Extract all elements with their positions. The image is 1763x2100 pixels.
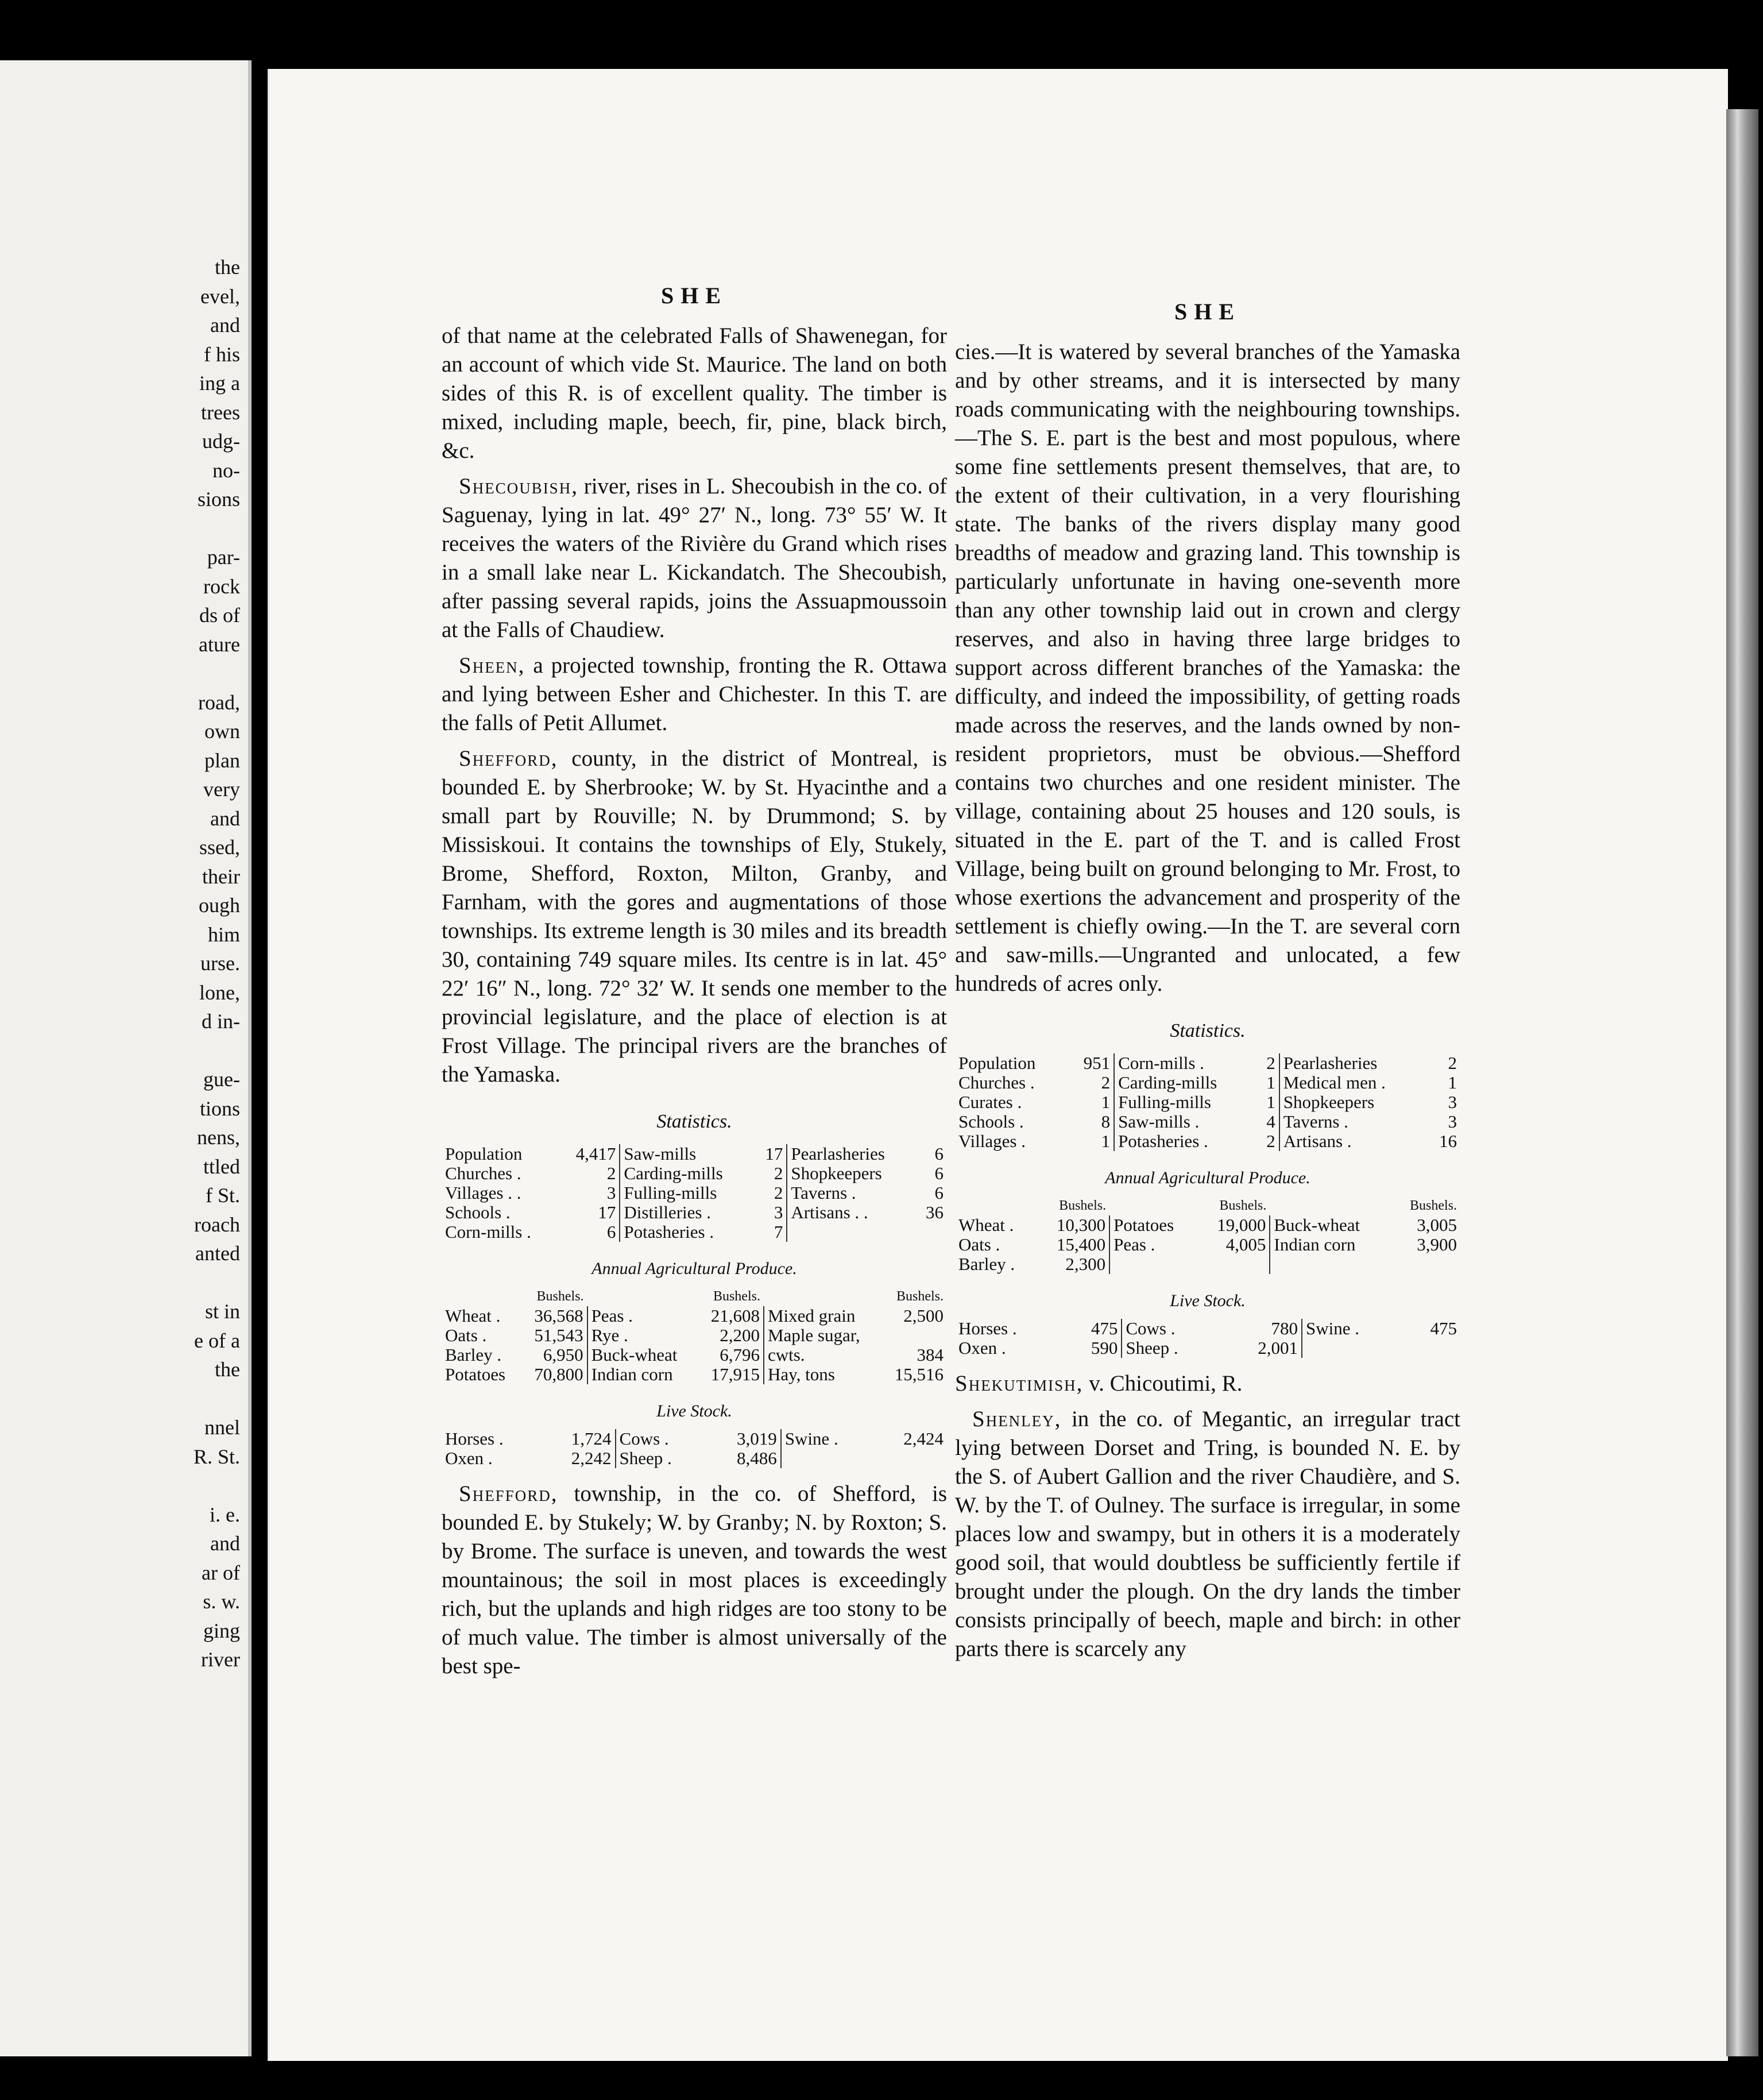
facing-page-line: river [201,1648,240,1671]
table-value: 15,516 [894,1364,944,1384]
facing-page-line: tions [199,1097,240,1120]
facing-page-line: st in [204,1300,240,1323]
table-label: Indian corn [591,1364,673,1384]
table-label [1109,1254,1197,1274]
facing-page-line: s. w. [203,1590,240,1613]
facing-page-line: the [215,256,240,279]
table-value: 3 [1448,1092,1457,1112]
table-value: 2 [1448,1053,1457,1073]
table-value: 51,543 [521,1326,587,1345]
facing-page-line [194,1036,240,1066]
bushels-label: Bushels. [1409,1198,1457,1213]
table-value: 8,486 [707,1449,781,1468]
table-value [915,1222,947,1242]
table-label: Saw-mills . [1118,1111,1200,1132]
table-value: 1,724 [542,1429,616,1449]
table-label [1302,1338,1404,1358]
table-row [442,1365,947,1384]
entry-term: Shekutimish, [955,1371,1084,1396]
table-value: 2,424 [903,1429,944,1449]
table-value: 1 [1068,1093,1114,1112]
produce-table [955,1196,1460,1274]
facing-page-fragment [0,60,252,2056]
table-value: 6 [559,1222,620,1242]
facing-page-line: their [202,864,240,888]
table-label: Villages . [958,1131,1026,1151]
entry-text: in the co. of Megantic, an irregular tract lying between Dorset and Tring, is bounded N. E. by the S. of Aubert Gallion and the river Chaudière, and S. W. by the T. of Oulney. The surface is irregular, in some places low and swampy, but in others it is a moderately good soil, that would doubtless be sufficiently fertile if brought under the plough. On the dry lands the timber consists principally of beech, maple and birch: in other parts there is scarcely any [955,1407,1460,1661]
table-row [955,1093,1460,1112]
table-label: Wheat . [958,1215,1014,1235]
table-label: Wheat . [445,1306,501,1326]
facing-page-line: ds of [199,604,240,627]
running-header-right: SHE [1174,299,1242,325]
entry-text: v. Chicoutimi, R. [1083,1371,1243,1396]
livestock-table [442,1429,947,1468]
table-row [955,1338,1460,1358]
table-label: Buck-wheat [591,1345,678,1365]
entry-term: Shenley, [972,1407,1062,1431]
facing-page-line: and [210,806,240,830]
table-label: Carding-mills [1118,1072,1217,1093]
facing-page-line: ough [199,894,240,917]
table-label: Artisans . . [791,1202,868,1222]
facing-page-line: f St. [205,1184,240,1207]
facing-page-line: evel, [200,284,240,308]
continued-paragraph: cies.—It is watered by several branches of the Yamaska and by other streams, and it is intersected by many roads communicating with the neighbouring townships.—The S. E. part is the best and most populous, where some fine settlements present themselves, that are, to the extent of their cultivation, in a very flourishing state. The banks of the rivers display many good breadths of meadow and grazing land. This township is particularly unfortunate in having one-seventh more than any other township laid out in crown and clergy reserves, and also in having three large bridges to support across different branches of the Yamaska: the difficulty, and indeed the impossibility, of getting roads made across the reserves, and the lands owned by non-resident proprietors, must be obvious.—Shefford contains two churches and one resident minister. The village, containing about 25 houses and 120 souls, is situated in the E. part of the T. and is called Frost Village, being built on ground belonging to Mr. Frost, to whose exertions the advancement and prosperity of the settlement is chiefly owing.—In the T. are several corn and saw-mills.—Ungranted and unlocated, a few hundreds of acres only. [955,339,1460,996]
table-value: 590 [1065,1338,1122,1358]
facing-page-line: ssed, [199,836,240,859]
table-value: 16 [1439,1131,1457,1151]
table-label [1270,1254,1390,1274]
facing-page-line [194,514,240,543]
table-label: Saw-mills [624,1144,697,1164]
table-value: 70,800 [521,1365,587,1384]
livestock-title: Live Stock. [1170,1291,1246,1310]
entry-term: Shecoubish, [459,474,578,499]
facing-page-line: nnel [204,1416,240,1439]
statistics-table [442,1144,947,1242]
table-label: Sheep . [619,1448,672,1468]
table-label: Horses . [958,1318,1017,1338]
table-label: Schools . [958,1111,1024,1132]
table-value: 4 [1257,1112,1279,1132]
entry-shekutimish [955,1369,1460,1398]
facing-page-line: f his [204,342,240,366]
table-value: 6,796 [697,1345,764,1365]
table-label: Schools . [445,1202,511,1222]
table-row [442,1345,947,1365]
table-label: Swine . [1306,1318,1360,1338]
table-label: Sheep . [1126,1338,1178,1358]
table-label: Fulling-mills [1118,1092,1211,1112]
entry-shefford-county [442,744,947,1089]
table-value: 384 [917,1345,944,1365]
table-label: Shopkeepers [1283,1092,1375,1112]
table-value [875,1449,947,1468]
table-row [442,1326,947,1345]
facing-page-line: d in- [202,1010,240,1033]
table-label: Artisans . [1283,1131,1352,1151]
table-label: Indian corn [1274,1234,1356,1254]
table-value [1391,1254,1460,1274]
table-value: 2,200 [697,1326,764,1345]
table-value: 21,608 [697,1306,764,1326]
table-row [442,1449,947,1468]
table-label: Maple sugar, [767,1325,860,1345]
facing-page-line: udg- [202,430,240,453]
table-label: Barley . [958,1254,1015,1274]
table-label: Taverns . [1283,1111,1348,1132]
produce-title: Annual Agricultural Produce. [1105,1168,1310,1187]
entry-term: Shefford, [459,746,558,771]
facing-page-line: anted [195,1242,240,1265]
table-label: Potatoes [445,1364,506,1384]
table-value: 6,950 [521,1345,587,1365]
table-value: 6 [934,1144,944,1164]
table-label: Carding-mills [624,1163,723,1183]
entry-shefford-township [442,1480,947,1681]
livestock-title: Live Stock. [656,1402,732,1420]
table-value: 2,001 [1222,1338,1302,1358]
book-spine-edge [1726,109,1758,2056]
table-value: 17,915 [697,1365,764,1384]
facing-page-line: no- [212,458,240,482]
table-value: 1 [1068,1132,1114,1151]
facing-page-line: trees [201,400,240,424]
table-value: 1 [1257,1093,1279,1112]
entry-shenley [955,1405,1460,1663]
facing-page-line: ttled [203,1155,240,1178]
table-value: 3,019 [707,1429,781,1449]
facing-page-line [194,659,240,688]
facing-page-line: road, [198,690,240,714]
table-value: 2,500 [903,1306,944,1326]
facing-page-line: him [207,922,240,946]
table-label: Pearlasheries [1283,1053,1378,1073]
table-value: 3 [755,1203,787,1222]
facing-page-line: sions [197,488,240,511]
table-label: Cows . [619,1429,669,1449]
facing-page-line: e of a [194,1329,240,1352]
table-label: Potasheries . [1118,1131,1208,1151]
left-column [442,224,947,1688]
table-value: 8 [1068,1112,1114,1132]
table-label: Curates . [958,1092,1022,1112]
table-label: Corn-mills . [1118,1053,1204,1073]
table-value: 3 [1448,1111,1457,1132]
table-value [1404,1338,1460,1358]
table-row [442,1429,947,1449]
table-value: 3,005 [1417,1215,1457,1235]
table-value: 10,300 [1037,1215,1109,1235]
facing-page-line [194,1471,240,1500]
statistics-title: Statistics. [1170,1020,1246,1041]
table-value: 475 [1065,1319,1122,1338]
table-label: Distilleries . [624,1202,711,1222]
table-label: Hay, tons [767,1364,835,1384]
table-value: 36 [926,1202,944,1222]
table-label: Swine . [784,1429,838,1449]
right-column [955,232,1460,1670]
statistics-table [955,1053,1460,1151]
table-value: 17 [755,1144,787,1164]
table-label: Population [958,1053,1036,1073]
table-label: Horses . [445,1429,504,1449]
facing-page-line: own [204,720,240,743]
table-value: 3,900 [1417,1234,1457,1254]
bushels-label: Bushels. [896,1289,944,1304]
table-label: Buck-wheat [1274,1215,1360,1235]
book-page [268,69,1728,2061]
facing-page-line-ends [194,253,240,1674]
table-row [955,1235,1460,1254]
facing-page-line: ing a [199,372,240,395]
table-label: Pearlasheries [791,1144,885,1164]
table-row [442,1203,947,1222]
table-row [442,1306,947,1326]
facing-page-line: i. e. [210,1503,240,1526]
table-row [955,1215,1460,1235]
table-label: Oats . [958,1234,1000,1254]
intro-paragraph: of that name at the celebrated Falls of Shawenegan, for an account of which vide St. Maurice. The land on both sides of this R. is of excellent quality. The timber is mixed, including maple, beech, fir, pine, black birch, &c. [442,323,947,463]
facing-page-line: gue- [203,1068,240,1091]
facing-page-line: ging [203,1619,240,1642]
table-value: 2 [1257,1053,1279,1073]
table-value [881,1326,947,1345]
table-value: 6 [934,1163,944,1183]
facing-page-line: and [210,314,240,337]
table-label: Peas . [591,1306,633,1326]
table-value: 6 [934,1183,944,1203]
table-value: 2 [755,1183,787,1203]
facing-page-line: rock [203,574,240,598]
table-value: 2,300 [1037,1254,1109,1274]
bushels-label: Bushels. [713,1289,760,1304]
entry-sheen [442,651,947,738]
table-label: Medical men . [1283,1072,1386,1093]
table-value [1197,1254,1270,1274]
table-label: Oxen . [958,1338,1006,1358]
facing-page-line [194,1268,240,1298]
bushels-label: Bushels. [1059,1198,1107,1213]
table-value: 1 [1257,1073,1279,1093]
table-row [955,1073,1460,1093]
table-label [781,1449,875,1468]
table-row [442,1183,947,1203]
table-label: Villages . . [445,1183,521,1203]
table-label: cwts. [767,1345,805,1365]
produce-table [442,1287,947,1384]
table-value: 475 [1430,1318,1457,1338]
table-label: Taverns . [791,1183,856,1203]
facing-page-line: plan [204,748,240,772]
table-label: Population [445,1144,523,1164]
table-label: Barley . [445,1345,502,1365]
facing-page-line: urse. [200,952,240,975]
table-row [442,1144,947,1164]
facing-page-line: ar of [202,1561,240,1584]
table-label: Churches . [445,1163,521,1183]
bushels-label: Bushels. [1219,1198,1267,1213]
facing-page-line: lone, [199,980,240,1004]
table-label: Corn-mills . [445,1222,531,1242]
entry-term: Shefford, [459,1481,558,1506]
table-value: 951 [1068,1053,1114,1073]
table-label: Shopkeepers [791,1163,882,1183]
table-value: 3 [559,1183,620,1203]
table-value: 7 [755,1222,787,1242]
facing-page-line [194,1384,240,1414]
entry-text: county, in the district of Montreal, is bounded E. by Sherbrooke; W. by St. Hyacinthe and a small part by Rouville; N. by Drummond; S. by Missiskoui. It contains the townships of Ely, Stukely, Brome, Shefford, Roxton, Milton, Granby, and Farnham, with the gores and augmentations of those townships. Its extreme length is 30 miles and its breadth 30, containing 749 square miles. Its centre is in lat. 45° 22′ 16″ N., long. 72° 32′ W. It sends one member to the provincial legislature, and the place of election is at Frost Village. The principal rivers are the branches of the Yamaska. [442,746,947,1087]
facing-page-line: par- [207,546,240,569]
facing-page-line: the [215,1358,240,1381]
table-row [442,1164,947,1183]
table-row [955,1112,1460,1132]
table-value: 4,005 [1197,1235,1270,1254]
facing-page-line: roach [194,1213,240,1236]
entry-term: Sheen, [459,653,525,678]
running-header-left: SHE [660,283,728,308]
entry-text: township, in the co. of Shefford, is bounded E. by Stukely; W. by Granby; N. by Roxton; S. by Brome. The surface is uneven, and towards the west mountainous; the soil in most places is exceedingly rich, but the uplands and high ridges are too stony to be of much value. The timber is almost universally of the best spe- [442,1481,947,1678]
table-label: Rye . [591,1325,628,1345]
livestock-table [955,1319,1460,1358]
facing-page-line: and [210,1532,240,1555]
table-value: 2 [1068,1073,1114,1093]
table-label: Cows . [1126,1318,1176,1338]
table-value: 17 [559,1203,620,1222]
bushels-label: Bushels. [536,1289,584,1304]
table-row [955,1132,1460,1151]
entry-shecoubish [442,472,947,644]
table-label: Potasheries . [624,1222,714,1242]
table-label: Mixed grain [767,1306,856,1326]
table-label: Churches . [958,1072,1035,1093]
table-value: 19,000 [1197,1215,1270,1235]
entry-text: a projected township, fronting the R. Ottawa and lying between Esher and Chichester. In this T. are the falls of Petit Allumet. [442,653,947,735]
table-label: Peas . [1114,1234,1155,1254]
table-label: Oats . [445,1325,487,1345]
table-row [955,1053,1460,1073]
table-value: 1 [1448,1072,1457,1093]
table-value: 4,417 [559,1144,620,1164]
entry-text: river, rises in L. Shecoubish in the co. of Saguenay, lying in lat. 49° 27′ N., long. 73° 55′ W. It receives the waters of the Rivière du Grand which rises in a small lake near L. Kickandatch. The Shecoubish, after passing several rapids, joins the Assuapmoussoin at the Falls of Chaudiew. [442,474,947,642]
table-label: Potatoes [1114,1215,1174,1235]
produce-title: Annual Agricultural Produce. [591,1259,797,1278]
facing-page-line: very [203,778,240,801]
statistics-title: Statistics. [656,1111,732,1132]
table-value: 2 [1257,1132,1279,1151]
table-value: 2,242 [542,1449,616,1468]
table-value: 2 [559,1164,620,1183]
table-label: Fulling-mills [624,1183,717,1203]
table-label [787,1222,915,1242]
table-label: Oxen . [445,1448,493,1468]
facing-page-line: R. St. [193,1445,240,1468]
facing-page-line: ature [199,632,240,656]
table-row [955,1254,1460,1274]
table-row [442,1222,947,1242]
table-value: 36,568 [521,1306,587,1326]
table-row [955,1319,1460,1338]
table-value: 780 [1222,1319,1302,1338]
table-value: 15,400 [1037,1235,1109,1254]
table-value: 2 [755,1164,787,1183]
facing-page-line: nens, [197,1126,240,1149]
